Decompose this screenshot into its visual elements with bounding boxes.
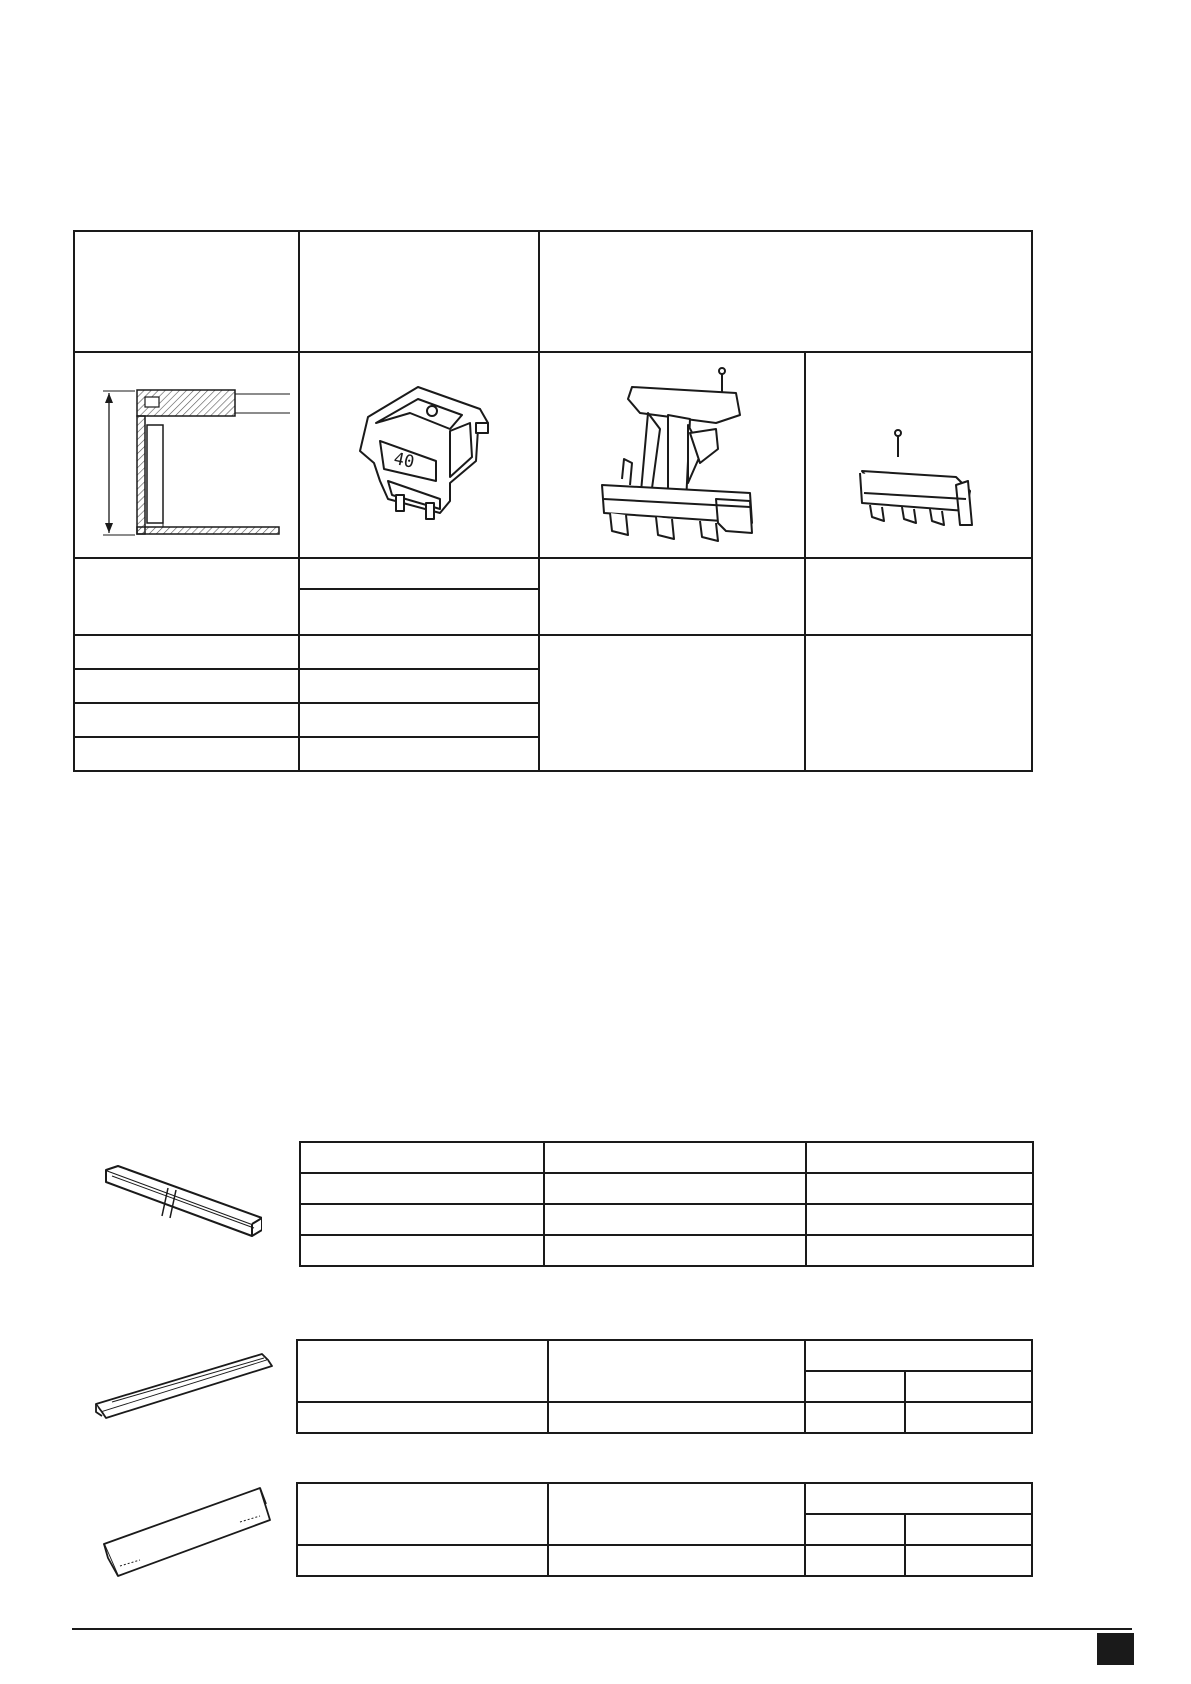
row5-profile (74, 703, 299, 737)
clip-marking-text: 40 (391, 448, 417, 473)
profile-cross-section-icon (75, 353, 300, 557)
cover-header-2 (548, 1483, 805, 1545)
rail-header-3 (806, 1142, 1033, 1173)
rail-profile-icon (92, 1160, 262, 1260)
rail-header-2 (544, 1142, 806, 1173)
rail-cell (300, 1235, 544, 1266)
large-holder-drawing-cell (539, 352, 805, 558)
channel-cell (548, 1402, 805, 1433)
channel-cell (905, 1402, 1032, 1433)
open-channel-icon (92, 1350, 282, 1420)
profile-drawing-cell (74, 352, 299, 558)
channel-header-2 (548, 1340, 805, 1402)
row6-clip (299, 737, 539, 771)
channel-cover-icon (100, 1480, 275, 1580)
rail-cell (806, 1204, 1033, 1235)
header-profile (74, 231, 299, 352)
row5-clip (299, 703, 539, 737)
page-number-marker (1097, 1633, 1134, 1665)
holder-group-2-small (805, 635, 1032, 771)
rail-cell (300, 1173, 544, 1204)
cover-table (296, 1482, 1033, 1577)
header-holders (539, 231, 1032, 352)
channel-table (296, 1339, 1033, 1434)
holder-group-1-large (539, 558, 805, 635)
channel-header-1 (297, 1340, 548, 1402)
row1-profile (74, 558, 299, 635)
channel-header-3 (805, 1340, 1032, 1371)
row3-profile (74, 635, 299, 669)
channel-subheader-1 (805, 1371, 905, 1402)
cover-header-3 (805, 1483, 1032, 1514)
cover-subheader-1 (805, 1514, 905, 1545)
header-clip (299, 231, 539, 352)
cover-cell (805, 1545, 905, 1576)
cover-subheader-2 (905, 1514, 1032, 1545)
rail-cell (806, 1173, 1033, 1204)
small-cable-holder-icon (806, 353, 1033, 557)
rail-header-1 (300, 1142, 544, 1173)
row6-profile (74, 737, 299, 771)
cover-header-1 (297, 1483, 548, 1545)
rail-cell (300, 1204, 544, 1235)
rail-table (299, 1141, 1034, 1267)
clip-drawing-cell (299, 352, 539, 558)
row1-clip (299, 558, 539, 589)
selection-table (73, 230, 1033, 772)
small-holder-drawing-cell (805, 352, 1032, 558)
rail-cell (544, 1204, 806, 1235)
channel-cell (805, 1402, 905, 1433)
large-cable-holder-icon (540, 353, 806, 557)
rail-cell (544, 1173, 806, 1204)
row4-profile (74, 669, 299, 703)
row3-clip (299, 635, 539, 669)
cover-cell (297, 1545, 548, 1576)
row4-clip (299, 669, 539, 703)
cover-cell (905, 1545, 1032, 1576)
holder-group-2-large (539, 635, 805, 771)
channel-cell (297, 1402, 548, 1433)
footer-rule (72, 1628, 1132, 1630)
cover-cell (548, 1545, 805, 1576)
channel-subheader-2 (905, 1371, 1032, 1402)
row2-clip (299, 589, 539, 635)
holder-group-1-small (805, 558, 1032, 635)
rail-cell (544, 1235, 806, 1266)
rail-cell (806, 1235, 1033, 1266)
spacer-clip-icon (300, 353, 540, 557)
